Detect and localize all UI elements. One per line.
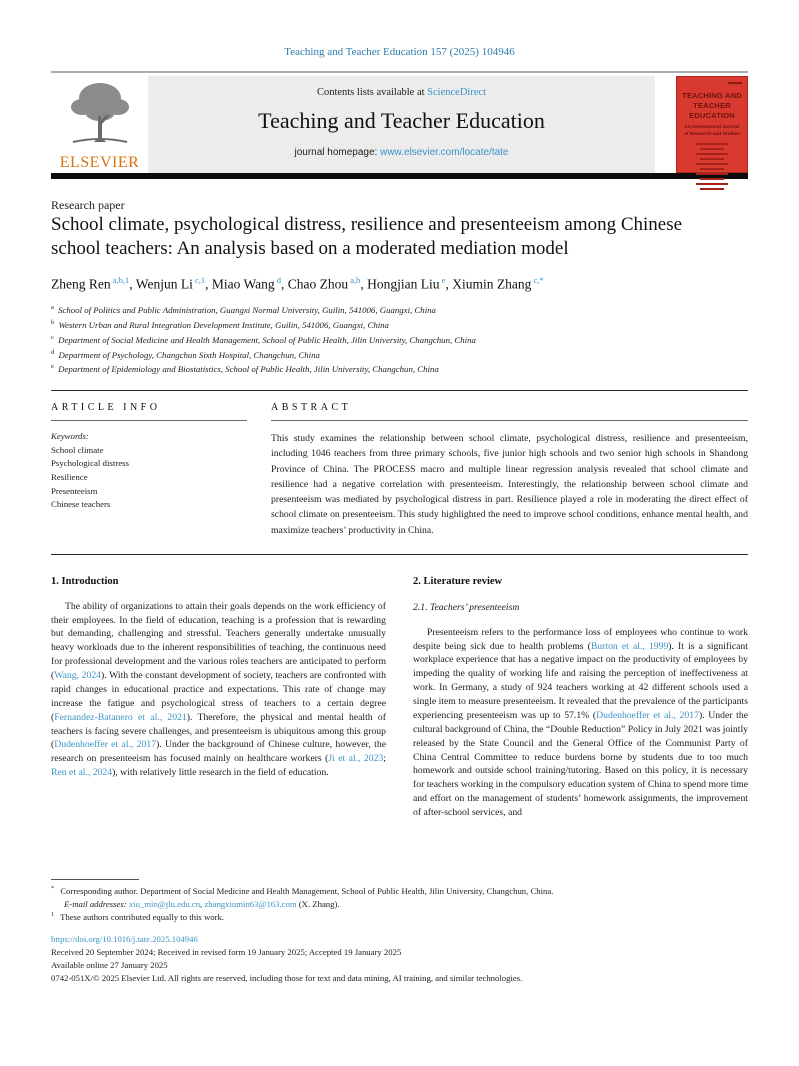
- literature-review-paragraph: [413, 626, 748, 820]
- affiliation-marker: a: [51, 304, 54, 312]
- keyword-item: Chinese teachers: [51, 499, 111, 510]
- author-separator: ,: [205, 276, 212, 292]
- section-heading-introduction: 1. Introduction: [51, 575, 119, 587]
- footnote-rule: [51, 879, 139, 880]
- body-left-column: [51, 576, 386, 868]
- body-right-column: [413, 576, 748, 868]
- author-name: Miao Wang: [211, 276, 275, 292]
- affiliation-line: [51, 318, 748, 333]
- citation-link[interactable]: Ren et al., 2024: [51, 767, 113, 779]
- article-type-label: Research paper: [51, 198, 125, 212]
- elsevier-logo[interactable]: [51, 76, 148, 173]
- article-title: School climate, psychological distress, resilience and presenteeism among Chinese school teachers: An analysis based on a moderated mediation model: [51, 214, 683, 260]
- author-list: [51, 275, 748, 293]
- affiliation-marker: c: [51, 333, 54, 341]
- author-separator: ,: [445, 276, 453, 292]
- homepage-line: [148, 147, 655, 158]
- affiliation-list: [51, 303, 748, 377]
- text-run: ). Under the cultural background of China, the “Double Reduction” Policy in July 2021 was jointly released by the State Council and the General Office of the Communist Party of China Central Committee to reduce burdens borne by students due to too much homework and outside school training/tutoring. Based on this policy, it is necessary for teachers working in the compulsory education system of China to spend more time and effort on the management of students’ homework assignments, the improvement of after-school services, and: [413, 709, 748, 819]
- author-separator: ,: [360, 276, 368, 292]
- affiliation-text: Department of Epidemiology and Biostatistics, School of Public Health, Jilin University, Changchun, China: [55, 364, 439, 375]
- author-affiliation-sup[interactable]: e: [439, 274, 446, 285]
- cover-issue-mark: [728, 82, 742, 84]
- introduction-paragraph: [51, 600, 386, 780]
- masthead-black-bar: [51, 173, 748, 179]
- affiliation-line: [51, 333, 748, 348]
- equal-contribution-footnote: [51, 910, 748, 924]
- email-footnote: [51, 898, 748, 911]
- affiliation-marker: b: [51, 318, 55, 326]
- section-heading-literature-review: 2. Literature review: [413, 575, 503, 587]
- info-bottom-rule: [51, 554, 748, 555]
- citation-link[interactable]: Fernandez-Batanero et al., 2021: [54, 711, 187, 723]
- keyword-item: Psychological distress: [51, 458, 129, 469]
- text-run: ). It is a significant workplace experience that has a negative impact on the productivity of employees by impeding the quality of working life and raising the perception of ineffectiveness at work. In Germany, a study of 924 teachers working at 42 different schools used a single item to measure presenteeism. It revealed that the prevalence of the participants experiencing presenteeism was up to 57.1% (: [413, 640, 748, 721]
- abstract-rule: [271, 420, 748, 421]
- abstract-text: This study examines the relationship between school climate, psychological distress, resilience and presenteeism, including 1046 teachers from three primary schools, five junior high schools and two senior high schools in Shandong Province of China. The PROCESS macro and multiple linear regression analysis revealed that school climate and resilience had a negative correlation with presenteeism. Interestingly, the relationship between school climate and presenteeism was mediated by psychological distress in part. Resilience played a role in moderating the direct effect of school climate on presenteeism. This study highlighted the need to improve school conditions, enhance mental health, and maximize teachers’ productivity in China.: [271, 433, 748, 536]
- cover-subtitle: An International Journal of Research and Studies: [684, 125, 740, 137]
- homepage-prefix: journal homepage:: [294, 147, 381, 158]
- keyword-list: [51, 444, 247, 512]
- keywords-label: Keywords:: [51, 431, 89, 442]
- corresponding-marker: *: [51, 885, 55, 892]
- journal-homepage-link[interactable]: www.elsevier.com/locate/tate: [380, 147, 509, 158]
- footnote-block: [51, 879, 748, 985]
- text-run: The ability of organizations to attain their goals depends on the work efficiency of their employees. In the field of education, teaching is a profession that is rewarding but demanding, challenging and stressful. Teachers generally undertake unusually heavy workloads due to the inherent responsibilities of teaching, the continuous need for professional development and the various roles teachers are anticipated to perform (: [51, 600, 386, 682]
- author-separator: ,: [129, 276, 136, 292]
- copyright-line: 0742-051X/© 2025 Elsevier Ltd. All rights are reserved, including those for text and data mining, AI training, and similar technologies.: [51, 973, 523, 984]
- subsection-heading-presenteeism: 2.1. Teachers’ presenteeism: [413, 601, 520, 613]
- affiliation-text: Western Urban and Rural Integration Development Institute, Guilin, 541006, Guangxi, China: [56, 319, 389, 330]
- journal-citation-header: Teaching and Teacher Education 157 (2025) 104946: [284, 46, 515, 58]
- text-run: ;: [383, 753, 386, 765]
- affiliation-line: [51, 348, 748, 363]
- text-run: ). Therefore, the physical and mental health of teachers is facing severe challenges, and presenteeism is ubiquitous among this group (: [51, 711, 386, 751]
- citation-link[interactable]: Dudenhoeffer et al., 2017: [596, 709, 699, 721]
- author-name: Zheng Ren: [51, 276, 111, 292]
- abstract-column: [271, 391, 748, 538]
- email-separator: ,: [200, 898, 205, 909]
- available-online-line: Available online 27 January 2025: [51, 960, 168, 971]
- corresponding-author-footnote: [51, 884, 748, 898]
- doi-link[interactable]: https://doi.org/10.1016/j.tate.2025.104946: [51, 933, 198, 944]
- contents-prefix: Contents lists available at: [316, 87, 428, 98]
- citation-link[interactable]: Wang, 2024: [54, 670, 102, 682]
- affiliation-text: Department of Social Medicine and Health Management, School of Public Health, Jilin University, Changchun, China: [55, 334, 476, 345]
- text-run: ). Under the background of Chinese culture, however, the research on presenteeism has focused mainly on healthcare workers (: [51, 739, 386, 765]
- cover-title: TEACHING AND TEACHER EDUCATION: [682, 91, 742, 121]
- keywords-block: [51, 430, 247, 512]
- keyword-item: School climate: [51, 444, 104, 455]
- author-affiliation-sup[interactable]: a,b,1: [110, 274, 130, 285]
- text-run: ). With the constant development of society, teachers are confronted with rapid changes in educational practice and expectations. This rate of change may increase the fatigue and psychological stress of teachers to a certain degree (: [51, 670, 387, 723]
- journal-masthead: [51, 71, 748, 179]
- corresponding-text: Corresponding author. Department of Social Medicine and Health Management, School of Public Health, Jilin University, Changchun, China.: [58, 885, 554, 896]
- affiliation-line: [51, 362, 748, 377]
- author-affiliation-sup[interactable]: d: [274, 274, 282, 285]
- author-name: Chao Zhou: [287, 276, 349, 292]
- affiliation-line: [51, 303, 748, 318]
- cover-text-lines: [682, 143, 742, 190]
- keyword-item: Resilience: [51, 472, 88, 483]
- sciencedirect-link[interactable]: ScienceDirect: [427, 87, 487, 98]
- article-info-rule: [51, 420, 247, 421]
- keyword-item: Presenteeism: [51, 485, 98, 496]
- email-link-2[interactable]: zhangxiumin63@163.com: [204, 898, 297, 909]
- equal-contribution-marker: 1: [51, 911, 55, 919]
- elsevier-tree-icon: [65, 78, 135, 153]
- journal-title: Teaching and Teacher Education: [258, 108, 545, 133]
- citation-link[interactable]: Dudenhoeffer et al., 2017: [54, 739, 157, 751]
- article-body: [51, 576, 748, 868]
- masthead-top-rule: [51, 71, 748, 73]
- masthead-center-panel: [148, 76, 655, 173]
- author-name: Hongjian Liu: [367, 276, 440, 292]
- abstract-heading: ABSTRACT: [271, 402, 352, 414]
- affiliation-marker: e: [51, 363, 54, 371]
- received-dates-line: Received 20 September 2024; Received in revised form 19 January 2025; Accepted 19 January 2025: [51, 946, 402, 957]
- email-suffix: (X. Zhang).: [296, 898, 340, 909]
- author-separator: ,: [281, 276, 288, 292]
- email-link-1[interactable]: xiu_min@jlu.edu.cn: [128, 898, 201, 909]
- article-info-heading: ARTICLE INFO: [51, 402, 161, 414]
- equal-contribution-text: These authors contributed equally to this work.: [58, 912, 224, 922]
- elsevier-wordmark: ELSEVIER: [59, 154, 140, 171]
- publication-footer: [51, 933, 748, 986]
- affiliation-text: School of Politics and Public Administration, Guangxi Normal University, Guilin, 541006, Guangxi, China: [55, 305, 436, 316]
- article-info-column: [51, 391, 247, 538]
- article-info-abstract-section: [51, 390, 748, 555]
- author-affiliation-sup[interactable]: a,b: [348, 274, 361, 285]
- author-name: Wenjun Li: [135, 276, 193, 292]
- journal-cover-thumbnail[interactable]: [676, 76, 748, 173]
- text-run: Presenteeism refers to the performance loss of employees who continue to work despite being sick due to health problems (: [413, 626, 748, 652]
- author-affiliation-sup[interactable]: c,1: [192, 274, 206, 285]
- author-name: Xiumin Zhang: [452, 276, 532, 292]
- text-run: ), with relatively little research in the field of education.: [112, 767, 329, 779]
- author-affiliation-sup[interactable]: c,*: [531, 274, 544, 285]
- affiliation-text: Department of Psychology, Changchun Sixth Hospital, Changchun, China: [56, 349, 320, 360]
- affiliation-marker: d: [51, 348, 55, 356]
- email-label: E-mail addresses:: [64, 898, 127, 909]
- citation-link[interactable]: Burton et al., 1999: [590, 640, 669, 652]
- citation-link[interactable]: Ji et al., 2023: [328, 753, 384, 765]
- contents-line: [148, 87, 655, 98]
